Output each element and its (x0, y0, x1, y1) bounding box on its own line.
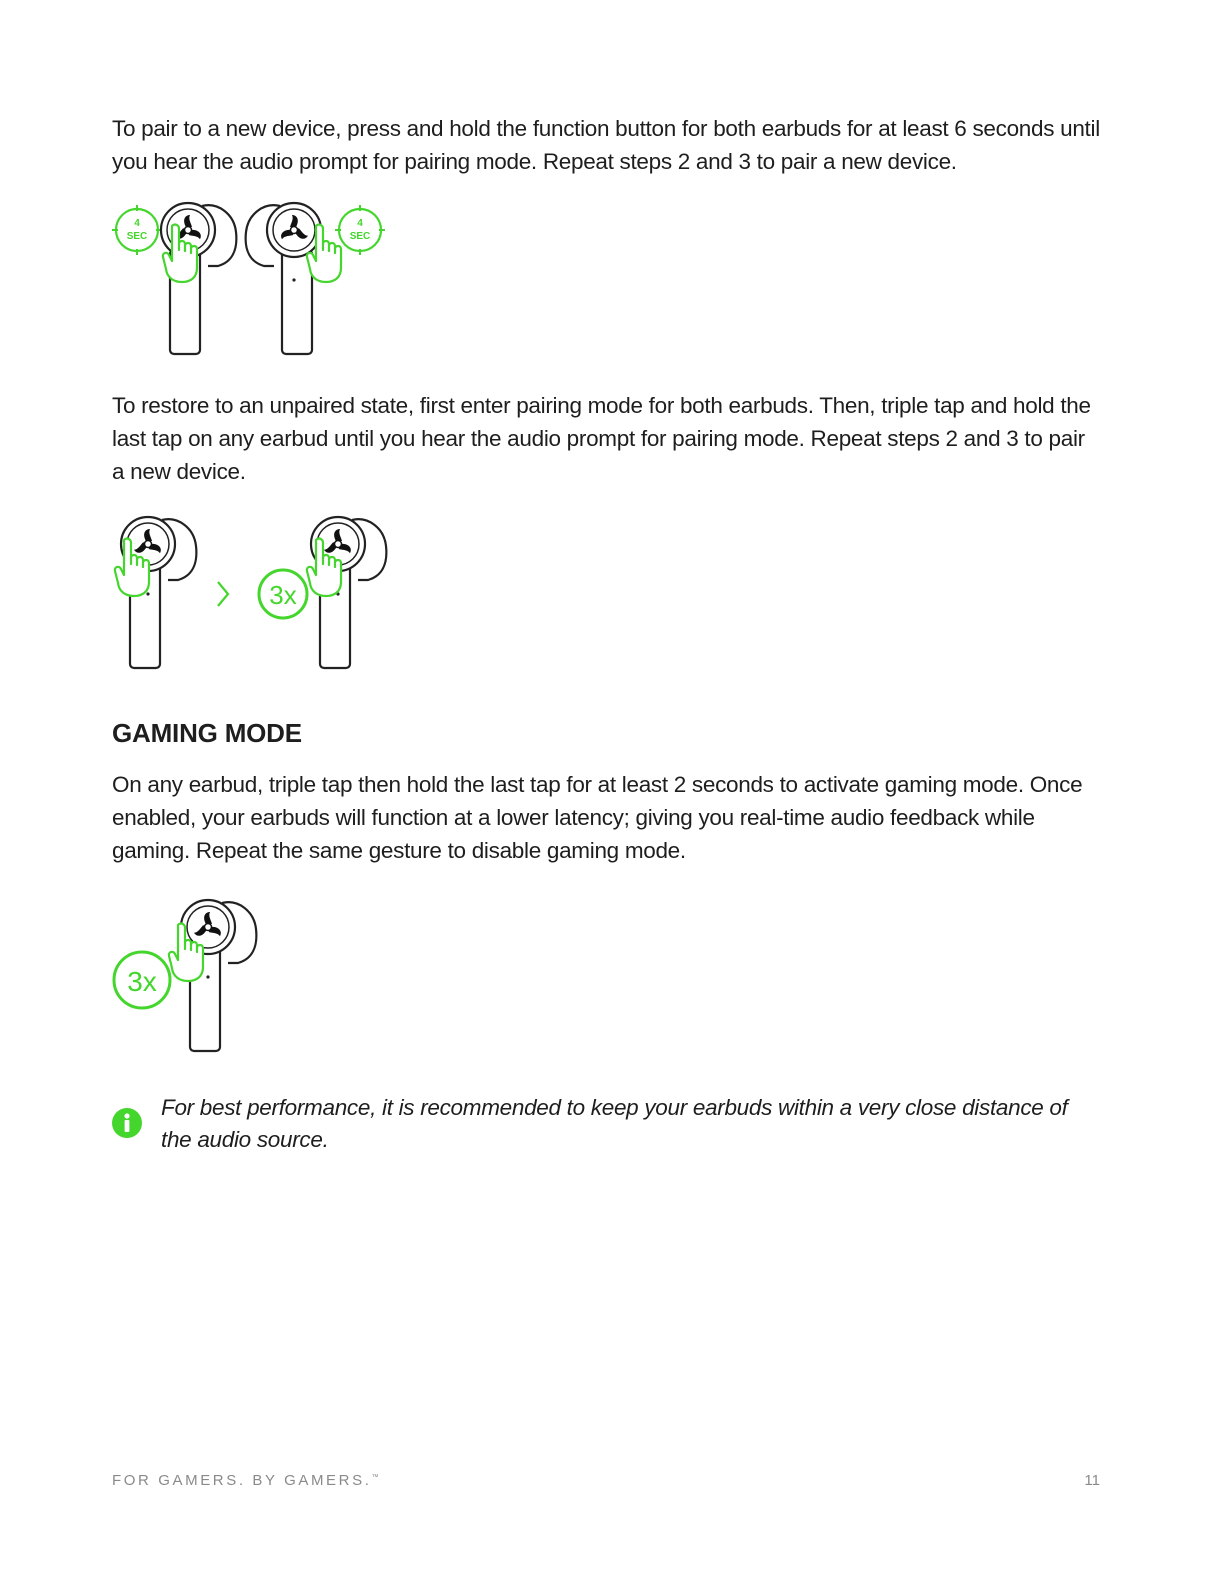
pairing-figure (110, 200, 395, 360)
timer-icon-left (112, 205, 162, 255)
restore-instructions: To restore to an unpaired state, first enter pairing mode for both earbuds. Then, triple tap and hold the last tap on any earbud until you hear the audio prompt for pairing mode. Repeat steps 2 and 3 to pair a new device. (112, 393, 1091, 484)
info-icon (112, 1108, 142, 1138)
triple-tap-label: 3x (269, 580, 297, 610)
gaming-mode-figure (110, 893, 280, 1058)
footer-brand (112, 1472, 378, 1489)
triple-tap-label: 3x (127, 966, 157, 997)
footer-brand-text: FOR GAMERS. BY GAMERS. (112, 1472, 372, 1489)
timer-number: 4 (357, 218, 363, 229)
gaming-mode-instructions: On any earbud, triple tap then hold the last tap for at least 2 seconds to activate gaming mode. Once enabled, your earbuds will function at a lower latency; giving you real-time audio feedback while gaming. Repeat the same gesture to disable gaming mode. (112, 772, 1083, 863)
earbud-icon (246, 203, 321, 354)
timer-unit: SEC (126, 231, 148, 242)
restore-figure (110, 510, 395, 670)
gaming-mode-heading: GAMING MODE (112, 718, 302, 748)
chevron-right-icon (218, 582, 228, 606)
timer-number: 4 (134, 218, 140, 229)
timer-icon-right (335, 205, 385, 255)
pairing-instructions: To pair to a new device, press and hold the function button for both earbuds for at least 6 seconds until you hear the audio prompt for pairing mode. Repeat steps 2 and 3 to pair a new device. (112, 116, 1100, 174)
page-number: 11 (1084, 1472, 1100, 1489)
timer-unit: SEC (349, 231, 371, 242)
performance-note: For best performance, it is recommended to keep your earbuds within a very close distance of the audio source. (161, 1095, 1068, 1152)
trademark-symbol: ™ (371, 1474, 379, 1481)
